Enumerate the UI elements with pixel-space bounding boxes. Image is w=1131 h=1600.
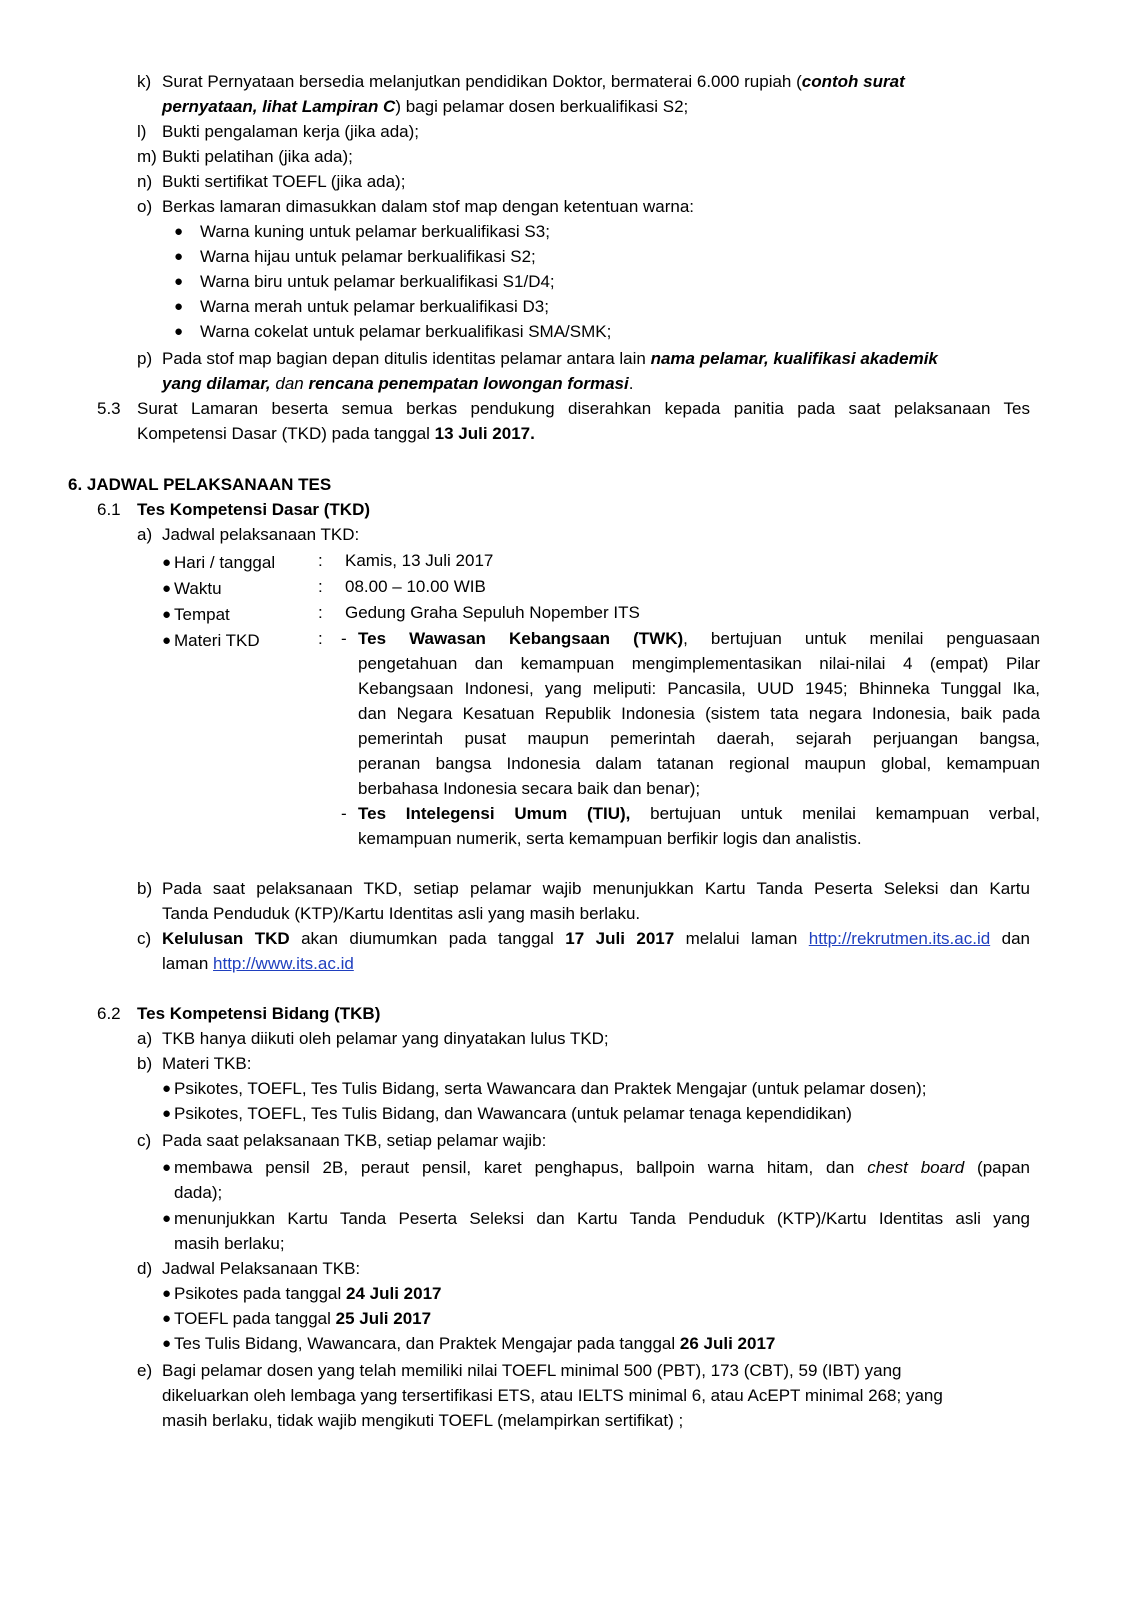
- tkd-b-line2: Tanda Penduduk (KTP)/Kartu Identitas asli yang masih berlaku.: [162, 904, 641, 923]
- tkd-marker-a: a): [137, 525, 153, 544]
- bullet-icon: ●: [162, 554, 172, 571]
- tkb-marker-d: d): [137, 1259, 153, 1278]
- twk-line: pemerintah pusat maupun pemerintah daerah, sejarah perjuangan bangsa,: [358, 729, 1040, 748]
- section-6-1-title: Tes Kompetensi Dasar (TKD): [137, 500, 371, 519]
- tkb-e-line: dikeluarkan oleh lembaga yang tersertifikasi ETS, atau IELTS minimal 6, atau AcEPT minimal 268; yang: [162, 1386, 943, 1405]
- item-marker-o: o): [137, 197, 153, 216]
- tkd-c-bold: Kelulusan TKD: [162, 929, 290, 948]
- tkb-schedule-date: 25 Juli 2017: [335, 1309, 432, 1328]
- tkb-schedule-date: 24 Juli 2017: [346, 1284, 442, 1303]
- tkb-c2-line2: masih berlaku;: [174, 1234, 285, 1253]
- color-rule: Warna merah untuk pelamar berkualifikasi D3;: [200, 297, 549, 316]
- item-marker-n: n): [137, 172, 153, 191]
- tkd-b-line1: Pada saat pelaksanaan TKD, setiap pelamar wajib menunjukkan Kartu Tanda Peserta Seleksi dan Kartu: [162, 879, 1030, 898]
- schedule-label: Hari / tanggal: [174, 553, 276, 572]
- tkb-schedule-item: [174, 1283, 441, 1305]
- schedule-separator: :: [318, 629, 323, 648]
- tkb-marker-b: b): [137, 1054, 153, 1073]
- tkb-c2-line1: menunjukkan Kartu Tanda Peserta Seleksi dan Kartu Tanda Penduduk (KTP)/Kartu Identitas asli yang: [174, 1209, 1030, 1228]
- tkd-c-text: akan diumumkan pada tanggal: [289, 929, 566, 948]
- schedule-label: Tempat: [174, 605, 230, 624]
- tkb-e-line: masih berlaku, tidak wajib mengikuti TOEFL (melampirkan sertifikat) ;: [162, 1411, 684, 1430]
- tiu-line2: kemampuan numerik, serta kemampuan berfikir logis dan analistis.: [358, 829, 862, 848]
- item-o-text: Berkas lamaran dimasukkan dalam stof map dengan ketentuan warna:: [162, 197, 695, 216]
- schedule-separator: :: [318, 603, 323, 622]
- bullet-icon: ●: [162, 632, 172, 649]
- color-rule: Warna biru untuk pelamar berkualifikasi S1/D4;: [200, 272, 555, 291]
- bullet-icon: ●: [162, 1310, 172, 1327]
- tkd-c-line2: [162, 953, 354, 975]
- color-rule: Warna cokelat untuk pelamar berkualifikasi SMA/SMK;: [200, 322, 612, 341]
- bullet-icon: ●: [162, 606, 172, 623]
- tkb-schedule-text: Tes Tulis Bidang, Wawancara, dan Praktek Mengajar pada tanggal: [174, 1334, 680, 1353]
- twk-line: peranan bangsa Indonesia dalam tatanan regional maupun global, kemampuan: [358, 754, 1040, 773]
- item-p-line2: [162, 373, 633, 395]
- section-5-3-line2: [137, 423, 535, 445]
- item-p-emphasis: nama pelamar, kualifikasi akademik: [650, 349, 938, 368]
- tkb-c1-line2: dada);: [174, 1183, 223, 1202]
- item-marker-l: l): [137, 122, 147, 141]
- tkb-b-text: Materi TKB:: [162, 1054, 252, 1073]
- tiu-text: bertujuan untuk menilai kemampuan verbal,: [630, 804, 1040, 823]
- item-k-emphasis: contoh surat: [801, 72, 905, 91]
- item-p-text-2: dan: [270, 374, 309, 393]
- schedule-label: Waktu: [174, 579, 222, 598]
- item-k-line2: [162, 96, 688, 118]
- bullet-icon: ●: [174, 248, 184, 265]
- tkb-materi-item: Psikotes, TOEFL, Tes Tulis Bidang, serta Wawancara dan Praktek Mengajar (untuk pelamar dosen);: [174, 1079, 927, 1098]
- tkb-marker-c: c): [137, 1131, 152, 1150]
- bullet-icon: ●: [174, 223, 184, 240]
- bullet-icon: ●: [162, 580, 172, 597]
- section-5-3-text: Kompetensi Dasar (TKD) pada tanggal: [137, 424, 435, 443]
- item-p-text: Pada stof map bagian depan ditulis identitas pelamar antara lain: [162, 349, 651, 368]
- tkb-schedule-item: [174, 1333, 775, 1355]
- tkb-schedule-item: [174, 1308, 431, 1330]
- section-number-5-3: 5.3: [97, 399, 121, 418]
- item-k-text-2: ) bagi pelamar dosen berkualifikasi S2;: [395, 97, 689, 116]
- schedule-value: Kamis, 13 Juli 2017: [345, 551, 494, 570]
- item-p-line1: [162, 348, 938, 370]
- bullet-icon: ●: [174, 298, 184, 315]
- its-link[interactable]: http://www.its.ac.id: [213, 954, 354, 973]
- tkb-marker-a: a): [137, 1029, 153, 1048]
- twk-line: pengetahuan dan kemampuan mengimplementasikan nilai-nilai 4 (empat) Pilar: [358, 654, 1040, 673]
- tkd-c-text-3: dan: [990, 929, 1030, 948]
- bullet-icon: ●: [162, 1159, 172, 1176]
- bullet-icon: ●: [162, 1080, 172, 1097]
- tkb-d-text: Jadwal Pelaksanaan TKB:: [162, 1259, 361, 1278]
- item-k-line1: [162, 71, 905, 93]
- tiu-title: Tes Intelegensi Umum (TIU),: [358, 804, 631, 823]
- bullet-icon: ●: [174, 273, 184, 290]
- color-rule: Warna kuning untuk pelamar berkualifikasi S3;: [200, 222, 550, 241]
- item-marker-m: m): [137, 147, 157, 166]
- section-6-2-title: Tes Kompetensi Bidang (TKB): [137, 1004, 381, 1023]
- tkb-c1-italic: chest board: [867, 1158, 965, 1177]
- tkd-c-date: 17 Juli 2017: [565, 929, 675, 948]
- schedule-separator: :: [318, 551, 323, 570]
- twk-line1: [358, 628, 1040, 650]
- tkd-a-text: Jadwal pelaksanaan TKD:: [162, 525, 360, 544]
- twk-dash: -: [341, 629, 347, 648]
- schedule-separator: :: [318, 577, 323, 596]
- section-5-3-date: 13 Juli 2017.: [434, 424, 535, 443]
- tkb-c-text: Pada saat pelaksanaan TKB, setiap pelamar wajib:: [162, 1131, 547, 1150]
- tiu-line1: [358, 803, 1040, 825]
- section-number-6-1: 6.1: [97, 500, 121, 519]
- tkd-marker-c: c): [137, 929, 152, 948]
- bullet-icon: ●: [162, 1335, 172, 1352]
- tkb-schedule-text: TOEFL pada tanggal: [174, 1309, 336, 1328]
- item-p-emphasis-3: rencana penempatan lowongan formasi: [308, 374, 629, 393]
- twk-line: berbahasa Indonesia secara baik dan benar);: [358, 779, 701, 798]
- item-n-text: Bukti sertifikat TOEFL (jika ada);: [162, 172, 406, 191]
- item-marker-p: p): [137, 349, 153, 368]
- rekrutmen-link[interactable]: http://rekrutmen.its.ac.id: [808, 929, 991, 948]
- schedule-label: Materi TKD: [174, 631, 260, 650]
- tkb-schedule-text: Psikotes pada tanggal: [174, 1284, 347, 1303]
- bullet-icon: ●: [162, 1210, 172, 1227]
- tkb-marker-e: e): [137, 1361, 153, 1380]
- tkb-c1-line1: [174, 1157, 1030, 1179]
- twk-line: dan Negara Kesatuan Republik Indonesia (sistem tata negara Indonesia, baik pada: [358, 704, 1040, 723]
- bullet-icon: ●: [174, 323, 184, 340]
- section-6-heading: 6. JADWAL PELAKSANAAN TES: [68, 475, 332, 494]
- item-marker-k: k): [137, 72, 152, 91]
- section-number-6-2: 6.2: [97, 1004, 121, 1023]
- item-m-text: Bukti pelatihan (jika ada);: [162, 147, 353, 166]
- tkb-e-line: Bagi pelamar dosen yang telah memiliki nilai TOEFL minimal 500 (PBT), 173 (CBT), 59 (IBT) yang: [162, 1361, 902, 1380]
- section-5-3-line1: Surat Lamaran beserta semua berkas pendukung diserahkan kepada panitia pada saat pelaksanaan Tes: [137, 399, 1030, 418]
- schedule-value: 08.00 – 10.00 WIB: [345, 577, 486, 596]
- twk-text: , bertujuan untuk menilai penguasaan: [683, 629, 1040, 648]
- item-k-emphasis-2: pernyataan, lihat Lampiran C: [162, 97, 396, 116]
- tkd-c-text-2: melalui laman: [674, 929, 809, 948]
- tkd-marker-b: b): [137, 879, 153, 898]
- color-rule: Warna hijau untuk pelamar berkualifikasi S2;: [200, 247, 536, 266]
- twk-title: Tes Wawasan Kebangsaan (TWK): [358, 629, 684, 648]
- tkb-schedule-date: 26 Juli 2017: [679, 1334, 776, 1353]
- tkb-c1-text-2: (papan: [964, 1158, 1030, 1177]
- twk-line: Kebangsaan Indonesi, yang meliputi: Pancasila, UUD 1945; Bhinneka Tunggal Ika,: [358, 679, 1040, 698]
- tkd-c-text-4: laman: [162, 954, 214, 973]
- tkd-c-line1: [162, 928, 1030, 950]
- schedule-value: Gedung Graha Sepuluh Nopember ITS: [345, 603, 640, 622]
- bullet-icon: ●: [162, 1285, 172, 1302]
- item-p-period: .: [628, 374, 634, 393]
- item-k-text: Surat Pernyataan bersedia melanjutkan pendidikan Doktor, bermaterai 6.000 rupiah (: [162, 72, 802, 91]
- tkb-materi-item: Psikotes, TOEFL, Tes Tulis Bidang, dan Wawancara (untuk pelamar tenaga kependidikan): [174, 1104, 852, 1123]
- tiu-dash: -: [341, 804, 347, 823]
- bullet-icon: ●: [162, 1105, 172, 1122]
- item-l-text: Bukti pengalaman kerja (jika ada);: [162, 122, 420, 141]
- tkb-c1-text: membawa pensil 2B, peraut pensil, karet penghapus, ballpoin warna hitam, dan: [174, 1158, 868, 1177]
- tkb-a-text: TKB hanya diikuti oleh pelamar yang dinyatakan lulus TKD;: [162, 1029, 609, 1048]
- item-p-emphasis-2: yang dilamar,: [162, 374, 271, 393]
